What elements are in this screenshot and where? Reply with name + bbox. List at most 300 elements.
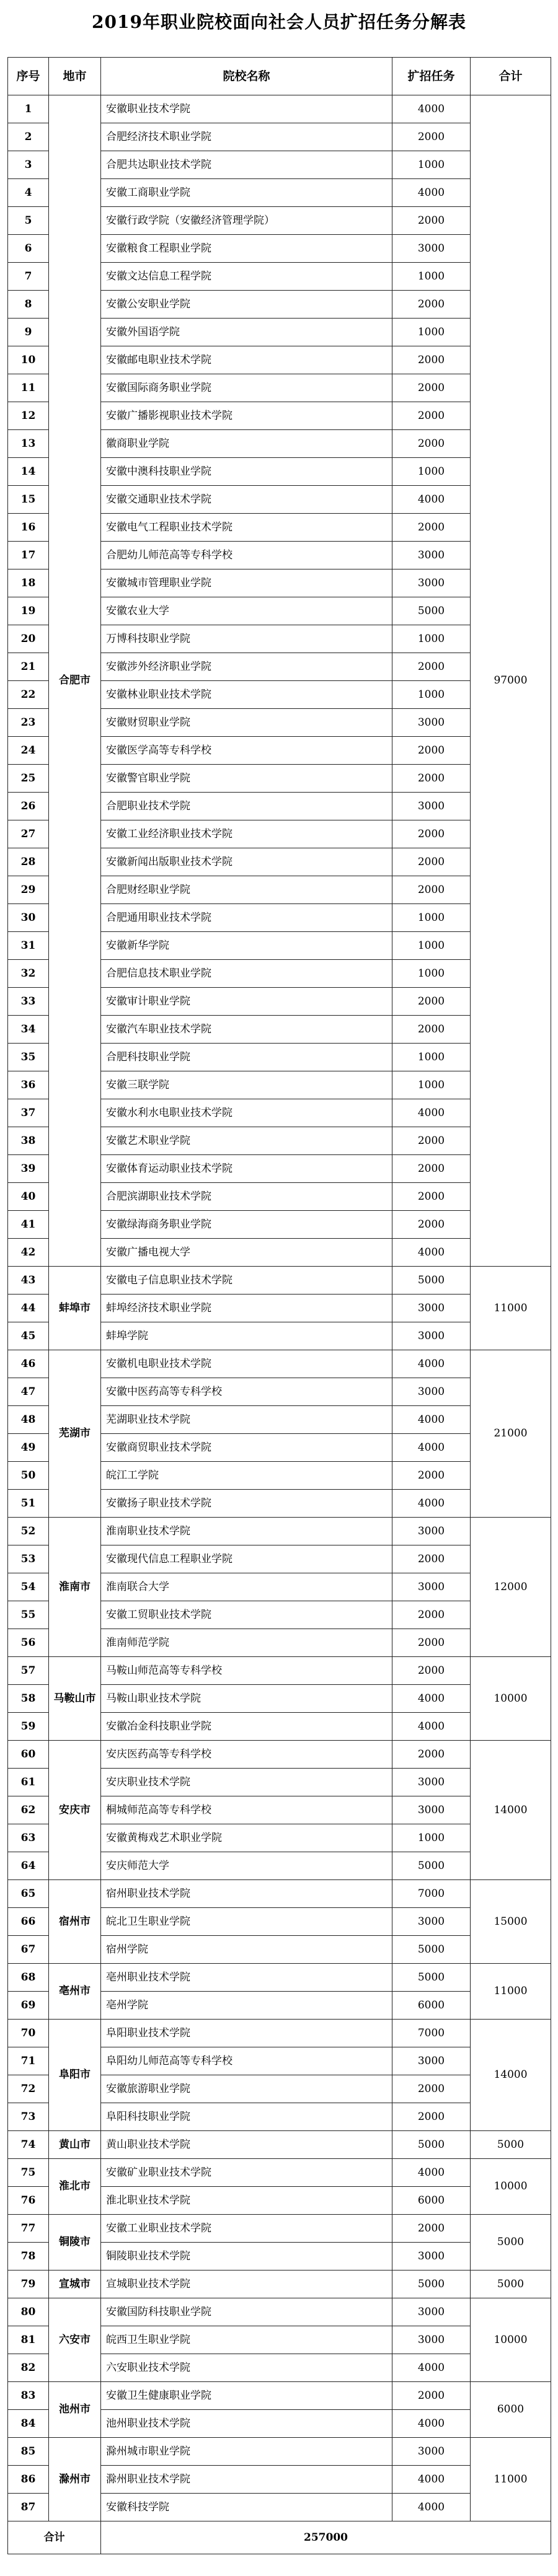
school-name: 滁州城市职业学院: [101, 2438, 392, 2466]
table-row: [8, 2270, 551, 2298]
school-name: 合肥财经职业学院: [101, 876, 392, 904]
row-number: 44: [8, 1295, 49, 1322]
row-number: 38: [8, 1127, 49, 1155]
quota-value: 2000: [392, 1183, 471, 1211]
city-cell: 合肥市: [49, 95, 101, 1267]
row-number: 40: [8, 1183, 49, 1211]
quota-value: 2000: [392, 2103, 471, 2131]
row-number: 14: [8, 458, 49, 486]
quota-value: 1000: [392, 904, 471, 932]
school-name: 安庆师范大学: [101, 1852, 392, 1880]
row-number: 50: [8, 1462, 49, 1490]
school-name: 安徽冶金科技职业学院: [101, 1713, 392, 1741]
quota-value: 3000: [392, 1573, 471, 1601]
row-number: 39: [8, 1155, 49, 1183]
school-name: 安徽艺术职业学院: [101, 1127, 392, 1155]
row-number: 87: [8, 2494, 49, 2521]
quota-value: 4000: [392, 179, 471, 207]
table-row: [8, 2298, 551, 2326]
school-name: 安徽黄梅戏艺术职业学院: [101, 1824, 392, 1852]
school-name: 安徽体育运动职业技术学院: [101, 1155, 392, 1183]
quota-value: 2000: [392, 988, 471, 1016]
row-number: 62: [8, 1796, 49, 1824]
table-row: [8, 2131, 551, 2159]
quota-value: 3000: [392, 2047, 471, 2075]
school-name: 安徽新华学院: [101, 932, 392, 960]
quota-value: 2000: [392, 653, 471, 681]
row-number: 22: [8, 681, 49, 709]
city-subtotal: 5000: [471, 2215, 551, 2270]
school-name: 池州职业技术学院: [101, 2410, 392, 2438]
school-name: 淮南联合大学: [101, 1573, 392, 1601]
quota-value: 1000: [392, 458, 471, 486]
school-name: 安徽城市管理职业学院: [101, 569, 392, 597]
quota-value: 3000: [392, 1378, 471, 1406]
school-name: 万博科技职业学院: [101, 625, 392, 653]
school-name: 合肥信息技术职业学院: [101, 960, 392, 988]
school-name: 安徽文达信息工程学院: [101, 263, 392, 291]
quota-value: 7000: [392, 2020, 471, 2047]
quota-value: 2000: [392, 1016, 471, 1044]
quota-value: 1000: [392, 151, 471, 179]
quota-value: 5000: [392, 597, 471, 625]
table-row: [8, 2020, 551, 2047]
quota-value: 2000: [392, 820, 471, 848]
school-name: 马鞍山职业技术学院: [101, 1685, 392, 1713]
school-name: 安徽汽车职业技术学院: [101, 1016, 392, 1044]
quota-value: 3000: [392, 793, 471, 820]
city-cell: 马鞍山市: [49, 1657, 101, 1741]
table-row: [8, 95, 551, 123]
quota-value: 4000: [392, 1099, 471, 1127]
row-number: 9: [8, 319, 49, 346]
school-name: 徽商职业学院: [101, 430, 392, 458]
quota-value: 2000: [392, 1462, 471, 1490]
city-cell: 安庆市: [49, 1741, 101, 1880]
school-name: 安徽公安职业学院: [101, 291, 392, 319]
city-cell: 黄山市: [49, 2131, 101, 2159]
city-cell: 铜陵市: [49, 2215, 101, 2270]
school-name: 安徽商贸职业技术学院: [101, 1434, 392, 1462]
row-number: 70: [8, 2020, 49, 2047]
quota-value: 1000: [392, 319, 471, 346]
row-number: 58: [8, 1685, 49, 1713]
row-number: 64: [8, 1852, 49, 1880]
school-name: 安徽三联学院: [101, 1071, 392, 1099]
city-subtotal: 97000: [471, 95, 551, 1267]
row-number: 28: [8, 848, 49, 876]
quota-value: 4000: [392, 1239, 471, 1267]
quota-value: 2000: [392, 1601, 471, 1629]
quota-value: 3000: [392, 569, 471, 597]
city-cell: 宣城市: [49, 2270, 101, 2298]
row-number: 49: [8, 1434, 49, 1462]
city-subtotal: 12000: [471, 1518, 551, 1657]
city-cell: 池州市: [49, 2382, 101, 2438]
row-number: 26: [8, 793, 49, 820]
header-no: 序号: [8, 58, 49, 95]
quota-value: 3000: [392, 1769, 471, 1796]
school-name: 蚌埠学院: [101, 1322, 392, 1350]
row-number: 35: [8, 1044, 49, 1071]
row-number: 56: [8, 1629, 49, 1657]
school-name: 安徽中医药高等专科学校: [101, 1378, 392, 1406]
city-cell: 六安市: [49, 2298, 101, 2382]
quota-value: 4000: [392, 2466, 471, 2494]
school-name: 安徽粮食工程职业学院: [101, 235, 392, 263]
city-subtotal: 15000: [471, 1880, 551, 1964]
school-name: 安徽工业经济职业技术学院: [101, 820, 392, 848]
table-row: [8, 2159, 551, 2187]
school-name: 安徽工商职业学院: [101, 179, 392, 207]
row-number: 34: [8, 1016, 49, 1044]
quota-value: 4000: [392, 1713, 471, 1741]
row-number: 67: [8, 1936, 49, 1964]
row-number: 20: [8, 625, 49, 653]
row-number: 3: [8, 151, 49, 179]
row-number: 37: [8, 1099, 49, 1127]
row-number: 61: [8, 1769, 49, 1796]
city-cell: 滁州市: [49, 2438, 101, 2521]
header-city: 地市: [49, 58, 101, 95]
quota-value: 2000: [392, 123, 471, 151]
school-name: 安徽工贸职业技术学院: [101, 1601, 392, 1629]
row-number: 4: [8, 179, 49, 207]
school-name: 安徽科技学院: [101, 2494, 392, 2521]
school-name: 合肥科技职业学院: [101, 1044, 392, 1071]
school-name: 安徽新闻出版职业技术学院: [101, 848, 392, 876]
school-name: 安徽交通职业技术学院: [101, 486, 392, 514]
city-subtotal: 6000: [471, 2382, 551, 2438]
city-cell: 亳州市: [49, 1964, 101, 2020]
row-number: 15: [8, 486, 49, 514]
row-number: 73: [8, 2103, 49, 2131]
city-cell: 淮北市: [49, 2159, 101, 2215]
row-number: 36: [8, 1071, 49, 1099]
quota-value: 1000: [392, 1044, 471, 1071]
school-name: 宿州学院: [101, 1936, 392, 1964]
row-number: 33: [8, 988, 49, 1016]
city-subtotal: 5000: [471, 2270, 551, 2298]
table-row: [8, 1267, 551, 1295]
quota-value: 2000: [392, 346, 471, 374]
school-name: 六安职业技术学院: [101, 2354, 392, 2382]
city-subtotal: 10000: [471, 2159, 551, 2215]
city-subtotal: 5000: [471, 2131, 551, 2159]
quota-value: 4000: [392, 1350, 471, 1378]
school-name: 安徽绿海商务职业学院: [101, 1211, 392, 1239]
table-body: [8, 95, 551, 2521]
school-name: 安徽财贸职业学院: [101, 709, 392, 737]
school-name: 宣城职业技术学院: [101, 2270, 392, 2298]
row-number: 78: [8, 2243, 49, 2270]
quota-value: 2000: [392, 737, 471, 765]
city-subtotal: 21000: [471, 1350, 551, 1518]
row-number: 25: [8, 765, 49, 793]
total-label: 合计: [8, 2521, 101, 2554]
row-number: 16: [8, 514, 49, 542]
quota-value: 4000: [392, 2410, 471, 2438]
row-number: 41: [8, 1211, 49, 1239]
quota-value: 1000: [392, 960, 471, 988]
quota-value: 1000: [392, 263, 471, 291]
row-number: 47: [8, 1378, 49, 1406]
quota-value: 3000: [392, 235, 471, 263]
quota-value: 5000: [392, 1964, 471, 1992]
row-number: 72: [8, 2075, 49, 2103]
school-name: 安徽农业大学: [101, 597, 392, 625]
quota-value: 5000: [392, 2131, 471, 2159]
city-subtotal: 14000: [471, 2020, 551, 2131]
row-number: 60: [8, 1741, 49, 1769]
row-number: 76: [8, 2187, 49, 2215]
row-number: 81: [8, 2326, 49, 2354]
row-number: 86: [8, 2466, 49, 2494]
quota-value: 3000: [392, 2438, 471, 2466]
school-name: 亳州职业技术学院: [101, 1964, 392, 1992]
school-name: 阜阳科技职业学院: [101, 2103, 392, 2131]
school-name: 安徽外国语学院: [101, 319, 392, 346]
table-header-row: [8, 58, 551, 95]
row-number: 59: [8, 1713, 49, 1741]
school-name: 亳州学院: [101, 1992, 392, 2020]
school-name: 安庆职业技术学院: [101, 1769, 392, 1796]
school-name: 安徽旅游职业学院: [101, 2075, 392, 2103]
city-subtotal: 10000: [471, 2298, 551, 2382]
school-name: 芜湖职业技术学院: [101, 1406, 392, 1434]
quota-value: 4000: [392, 1490, 471, 1518]
quota-value: 3000: [392, 2298, 471, 2326]
school-name: 滁州职业技术学院: [101, 2466, 392, 2494]
school-name: 安徽邮电职业技术学院: [101, 346, 392, 374]
quota-value: 4000: [392, 1685, 471, 1713]
row-number: 42: [8, 1239, 49, 1267]
row-number: 2: [8, 123, 49, 151]
quota-value: 3000: [392, 709, 471, 737]
table-row: [8, 1741, 551, 1769]
quota-value: 3000: [392, 1322, 471, 1350]
school-name: 安徽工业职业技术学院: [101, 2215, 392, 2243]
row-number: 11: [8, 374, 49, 402]
row-number: 10: [8, 346, 49, 374]
quota-value: 3000: [392, 1518, 471, 1545]
school-name: 安徽机电职业技术学院: [101, 1350, 392, 1378]
quota-value: 1000: [392, 1824, 471, 1852]
row-number: 30: [8, 904, 49, 932]
school-name: 合肥幼儿师范高等专科学校: [101, 542, 392, 569]
quota-value: 7000: [392, 1880, 471, 1908]
school-name: 安徽电气工程职业技术学院: [101, 514, 392, 542]
header-quota: 扩招任务: [392, 58, 471, 95]
quota-value: 4000: [392, 2159, 471, 2187]
quota-value: 4000: [392, 1434, 471, 1462]
quota-value: 4000: [392, 1406, 471, 1434]
table-row: [8, 2382, 551, 2410]
total-row: [8, 2521, 551, 2554]
school-name: 安徽中澳科技职业学院: [101, 458, 392, 486]
row-number: 13: [8, 430, 49, 458]
school-name: 马鞍山师范高等专科学校: [101, 1657, 392, 1685]
city-subtotal: 11000: [471, 2438, 551, 2521]
quota-value: 2000: [392, 1211, 471, 1239]
school-name: 淮南职业技术学院: [101, 1518, 392, 1545]
row-number: 80: [8, 2298, 49, 2326]
school-name: 桐城师范高等专科学校: [101, 1796, 392, 1824]
school-name: 安徽林业职业技术学院: [101, 681, 392, 709]
city-subtotal: 10000: [471, 1657, 551, 1741]
row-number: 29: [8, 876, 49, 904]
allocation-table: [7, 57, 551, 2554]
row-number: 7: [8, 263, 49, 291]
school-name: 安徽水利水电职业技术学院: [101, 1099, 392, 1127]
quota-value: 2000: [392, 2215, 471, 2243]
city-cell: 蚌埠市: [49, 1267, 101, 1350]
row-number: 79: [8, 2270, 49, 2298]
header-sum: 合计: [471, 58, 551, 95]
row-number: 63: [8, 1824, 49, 1852]
school-name: 蚌埠经济技术职业学院: [101, 1295, 392, 1322]
row-number: 27: [8, 820, 49, 848]
header-school: 院校名称: [101, 58, 392, 95]
quota-value: 2000: [392, 374, 471, 402]
row-number: 17: [8, 542, 49, 569]
school-name: 合肥经济技术职业学院: [101, 123, 392, 151]
quota-value: 2000: [392, 1545, 471, 1573]
quota-value: 2000: [392, 514, 471, 542]
quota-value: 2000: [392, 2382, 471, 2410]
row-number: 18: [8, 569, 49, 597]
city-cell: 淮南市: [49, 1518, 101, 1657]
school-name: 合肥通用职业技术学院: [101, 904, 392, 932]
row-number: 32: [8, 960, 49, 988]
quota-value: 4000: [392, 486, 471, 514]
school-name: 阜阳幼儿师范高等专科学校: [101, 2047, 392, 2075]
quota-value: 5000: [392, 1267, 471, 1295]
city-subtotal: 14000: [471, 1741, 551, 1880]
school-name: 安徽矿业职业技术学院: [101, 2159, 392, 2187]
quota-value: 2000: [392, 1741, 471, 1769]
row-number: 83: [8, 2382, 49, 2410]
quota-value: 2000: [392, 1657, 471, 1685]
row-number: 69: [8, 1992, 49, 2020]
row-number: 52: [8, 1518, 49, 1545]
school-name: 安徽扬子职业技术学院: [101, 1490, 392, 1518]
quota-value: 1000: [392, 625, 471, 653]
quota-value: 5000: [392, 2270, 471, 2298]
row-number: 46: [8, 1350, 49, 1378]
quota-value: 3000: [392, 1908, 471, 1936]
city-cell: 芜湖市: [49, 1350, 101, 1518]
row-number: 71: [8, 2047, 49, 2075]
school-name: 安徽电子信息职业技术学院: [101, 1267, 392, 1295]
quota-value: 2000: [392, 848, 471, 876]
quota-value: 3000: [392, 2326, 471, 2354]
row-number: 23: [8, 709, 49, 737]
school-name: 皖北卫生职业学院: [101, 1908, 392, 1936]
row-number: 48: [8, 1406, 49, 1434]
total-value: 257000: [101, 2521, 551, 2554]
quota-value: 2000: [392, 1155, 471, 1183]
city-subtotal: 11000: [471, 1267, 551, 1350]
row-number: 45: [8, 1322, 49, 1350]
school-name: 合肥滨湖职业技术学院: [101, 1183, 392, 1211]
row-number: 8: [8, 291, 49, 319]
school-name: 皖江工学院: [101, 1462, 392, 1490]
row-number: 12: [8, 402, 49, 430]
school-name: 安徽国防科技职业学院: [101, 2298, 392, 2326]
row-number: 85: [8, 2438, 49, 2466]
row-number: 82: [8, 2354, 49, 2382]
row-number: 21: [8, 653, 49, 681]
row-number: 66: [8, 1908, 49, 1936]
school-name: 安徽卫生健康职业学院: [101, 2382, 392, 2410]
quota-value: 2000: [392, 207, 471, 235]
quota-value: 1000: [392, 932, 471, 960]
school-name: 皖西卫生职业学院: [101, 2326, 392, 2354]
row-number: 65: [8, 1880, 49, 1908]
school-name: 合肥共达职业技术学院: [101, 151, 392, 179]
quota-value: 2000: [392, 765, 471, 793]
school-name: 安徽医学高等专科学校: [101, 737, 392, 765]
table-row: [8, 1657, 551, 1685]
quota-value: 3000: [392, 542, 471, 569]
school-name: 安徽国际商务职业学院: [101, 374, 392, 402]
quota-value: 1000: [392, 681, 471, 709]
quota-value: 2000: [392, 402, 471, 430]
table-row: [8, 1518, 551, 1545]
row-number: 5: [8, 207, 49, 235]
row-number: 51: [8, 1490, 49, 1518]
quota-value: 2000: [392, 291, 471, 319]
quota-value: 4000: [392, 95, 471, 123]
table-row: [8, 1964, 551, 1992]
row-number: 57: [8, 1657, 49, 1685]
school-name: 淮北职业技术学院: [101, 2187, 392, 2215]
row-number: 53: [8, 1545, 49, 1573]
school-name: 安徽广播电视大学: [101, 1239, 392, 1267]
row-number: 6: [8, 235, 49, 263]
quota-value: 2000: [392, 430, 471, 458]
row-number: 24: [8, 737, 49, 765]
school-name: 阜阳职业技术学院: [101, 2020, 392, 2047]
page-title: 2019年职业院校面向社会人员扩招任务分解表: [92, 12, 466, 32]
city-cell: 阜阳市: [49, 2020, 101, 2131]
school-name: 安徽职业技术学院: [101, 95, 392, 123]
table-row: [8, 1350, 551, 1378]
quota-value: 3000: [392, 1295, 471, 1322]
quota-value: 2000: [392, 2075, 471, 2103]
quota-value: 3000: [392, 2243, 471, 2270]
quota-value: 6000: [392, 2187, 471, 2215]
school-name: 合肥职业技术学院: [101, 793, 392, 820]
row-number: 31: [8, 932, 49, 960]
table-row: [8, 2438, 551, 2466]
quota-value: 5000: [392, 1936, 471, 1964]
school-name: 铜陵职业技术学院: [101, 2243, 392, 2270]
city-cell: 宿州市: [49, 1880, 101, 1964]
quota-value: 4000: [392, 2494, 471, 2521]
school-name: 安庆医药高等专科学校: [101, 1741, 392, 1769]
school-name: 安徽行政学院（安徽经济管理学院）: [101, 207, 392, 235]
school-name: 宿州职业技术学院: [101, 1880, 392, 1908]
row-number: 1: [8, 95, 49, 123]
school-name: 安徽警官职业学院: [101, 765, 392, 793]
row-number: 19: [8, 597, 49, 625]
school-name: 安徽审计职业学院: [101, 988, 392, 1016]
school-name: 淮南师范学院: [101, 1629, 392, 1657]
school-name: 黄山职业技术学院: [101, 2131, 392, 2159]
row-number: 75: [8, 2159, 49, 2187]
